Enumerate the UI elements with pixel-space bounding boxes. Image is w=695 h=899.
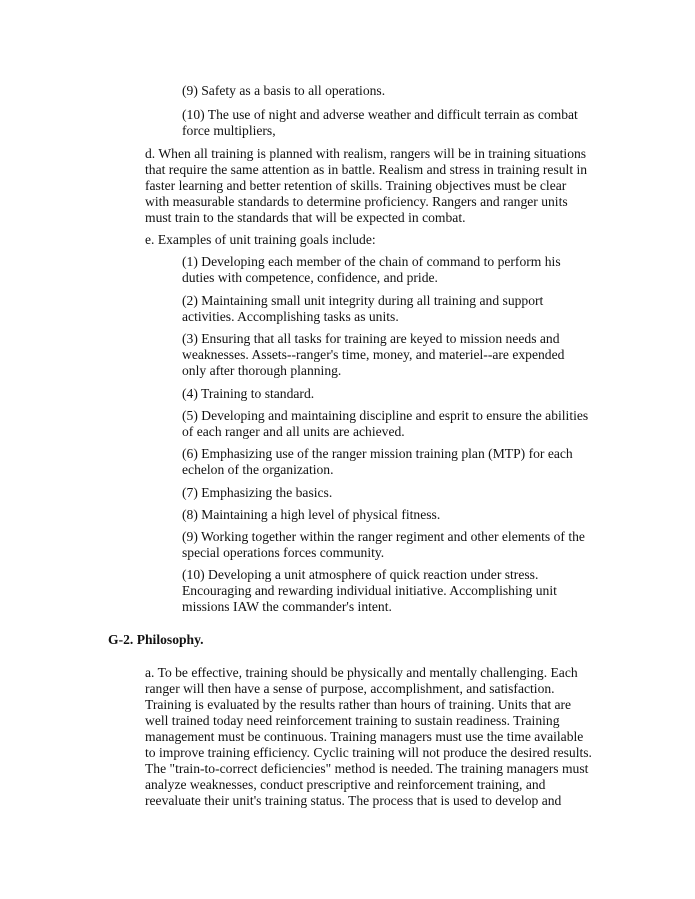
goal-7-line-1: (7) Emphasizing the basics.	[182, 485, 333, 500]
goal-8-line-1: (8) Maintaining a high level of physical fitness.	[182, 507, 441, 522]
goal-6-line-2: echelon of the organization.	[182, 462, 334, 477]
g2-para-a-line-5: management must be continuous. Training managers must use the time available	[145, 729, 584, 744]
para-d-line-1: d. When all training is planned with realism, rangers will be in training situations	[145, 146, 587, 161]
para-d-line-4: with measurable standards to determine proficiency. Rangers and ranger units	[145, 194, 568, 209]
g2-para-a-line-9: reevaluate their unit's training status. The process that is used to develop and	[145, 793, 562, 808]
goal-5-line-1: (5) Developing and maintaining discipline and esprit to ensure the abilities	[182, 408, 589, 423]
g2-para-a-line-4: well trained today need reinforcement training to sustain readiness. Training	[145, 713, 560, 728]
goal-9-line-1: (9) Working together within the ranger regiment and other elements of the	[182, 529, 585, 544]
g2-para-a-line-3: Training is evaluated by the results rather than hours of training. Units that are	[145, 697, 572, 712]
para-e-intro: e. Examples of unit training goals include:	[145, 232, 376, 247]
g2-para-a-line-1: a. To be effective, training should be physically and mentally challenging. Each	[145, 665, 578, 680]
goal-4-line-1: (4) Training to standard.	[182, 386, 315, 401]
goal-10-line-2: Encouraging and rewarding individual initiative. Accomplishing unit	[182, 583, 557, 598]
goal-9-line-2: special operations forces community.	[182, 545, 385, 560]
para-d-line-5: must train to the standards that will be expected in combat.	[145, 210, 466, 225]
goal-10-line-1: (10) Developing a unit atmosphere of quick reaction under stress.	[182, 567, 539, 582]
goal-1-line-1: (1) Developing each member of the chain of command to perform his	[182, 254, 561, 269]
list-item-night-line-1: (10) The use of night and adverse weather and difficult terrain as combat	[182, 107, 578, 122]
goal-5-line-2: of each ranger and all units are achieved.	[182, 424, 405, 439]
goal-1-line-2: duties with competence, confidence, and pride.	[182, 270, 438, 285]
goal-2-line-2: activities. Accomplishing tasks as units.	[182, 309, 399, 324]
goal-3-line-2: weaknesses. Assets--ranger's time, money, and materiel--are expended	[182, 347, 565, 362]
goal-10-line-3: missions IAW the commander's intent.	[182, 599, 392, 614]
para-d-line-2: that require the same attention as in battle. Realism and stress in training result in	[145, 162, 588, 177]
list-item-night-line-2: force multipliers,	[182, 123, 276, 138]
g2-para-a-line-7: The "train-to-correct deficiencies" method is needed. The training managers must	[145, 761, 589, 776]
g2-para-a-line-6: to improve training efficiency. Cyclic training will not produce the desired results.	[145, 745, 592, 760]
para-d-line-3: faster learning and better retention of skills. Training objectives must be clear	[145, 178, 567, 193]
goal-3-line-1: (3) Ensuring that all tasks for training are keyed to mission needs and	[182, 331, 560, 346]
section-heading: G-2. Philosophy.	[108, 632, 204, 647]
goal-6-line-1: (6) Emphasizing use of the ranger mission training plan (MTP) for each	[182, 446, 573, 461]
goal-2-line-1: (2) Maintaining small unit integrity during all training and support	[182, 293, 544, 308]
list-item-safety-line-1: (9) Safety as a basis to all operations.	[182, 83, 386, 98]
g2-para-a-line-2: ranger will then have a sense of purpose, accomplishment, and satisfaction.	[145, 681, 555, 696]
g2-para-a-line-8: analyze weaknesses, conduct prescriptive and reinforcement training, and	[145, 777, 546, 792]
goal-3-line-3: only after thorough planning.	[182, 363, 342, 378]
